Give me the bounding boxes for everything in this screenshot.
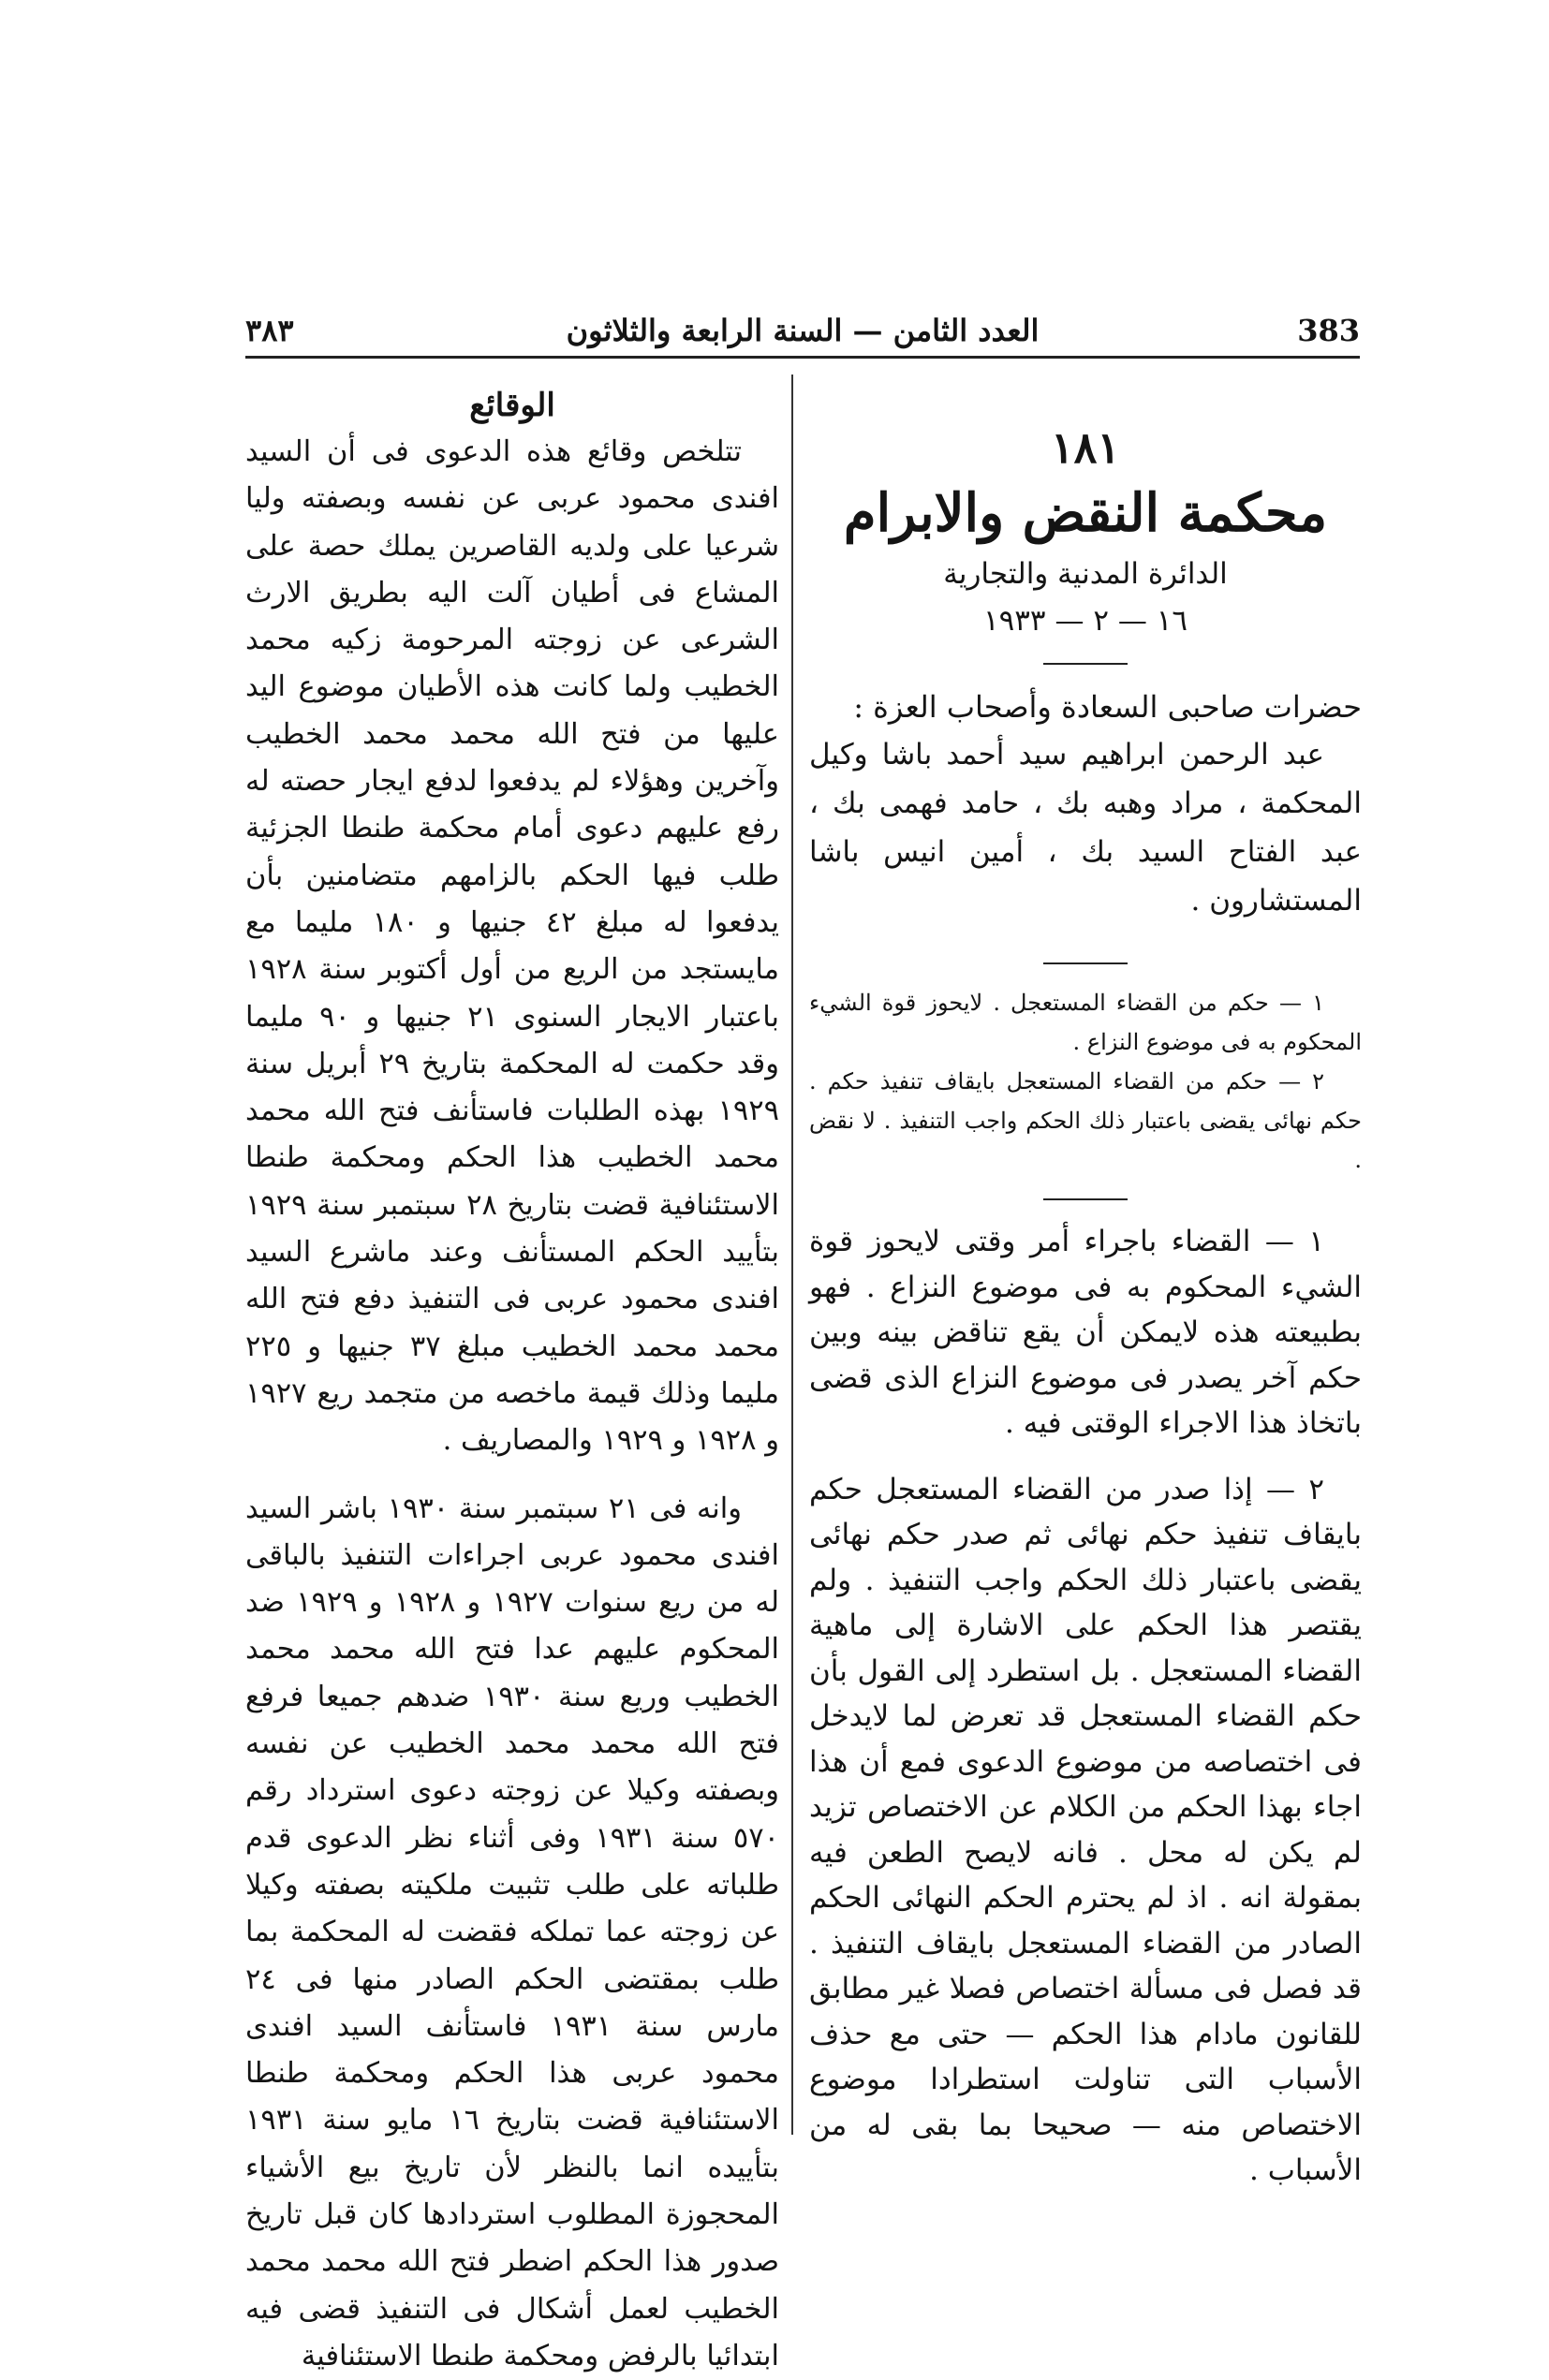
page-header	[245, 309, 1360, 359]
facts-heading: الوقائع	[469, 387, 555, 424]
court-name: محكمة النقض والابرام	[843, 482, 1328, 544]
divider	[1043, 663, 1128, 665]
running-title: العدد الثامن — السنة الرابعة والثلاثون	[566, 313, 1040, 348]
summary-item: ٢ — حكم من القضاء المستعجل بايقاف تنفيذ حكم . حكم نهائى يقضى باعتبار ذلك الحكم واجب التنفيذ . لا نقض .	[809, 1068, 1362, 1174]
facts-paragraph: وانه فى ٢١ سبتمبر سنة ١٩٣٠ باشر السيد افندى محمود عربى اجراءات التنفيذ بالباقى له من ريع سنوات ١٩٢٧ و ١٩٢٨ و ١٩٢٩ ضد المحكوم عليهم عدا فتح الله محمد محمد الخطيب وريع سنة ١٩٣٠ ضدهم جميعا فرفع فتح الله محمد محمد الخطيب عن نفسه وبصفته وكيلا عن زوجته دعوى استرداد رقم ٥٧٠ سنة ١٩٣١ وفى أثناء نظر الدعوى قدم طلباته على طلب تثبيت ملكيته بصفته وكيلا عن زوجته عما تملكه فقضت له المحكمة بما طلب بمقتضى الحكم الصادر منها فى ٢٤ مارس سنة ١٩٣١ فاستأنف السيد افندى محمود عربى هذا الحكم ومحكمة طنطا الاستئنافية قضت بتاريخ ١٦ مايو سنة ١٩٣١ بتأييده انما بالنظر لأن تاريخ بيع الأشياء المحجوزة المطلوب استردادها كان قبل تاريخ صدور هذا الحكم اضطر فتح الله محمد محمد الخطيب لعمل أشكال فى التنفيذ قضى فيه ابتدائيا بالرفض ومحكمة طنطا الاستئنافية	[245, 1491, 780, 2373]
divider	[1043, 962, 1128, 964]
page-number-latin: 383	[1297, 313, 1360, 348]
salutation: حضرات صاحبى السعادة وأصحاب العزة :	[853, 689, 1362, 725]
court-circuit: الدائرة المدنية والتجارية	[943, 557, 1228, 591]
column-rule	[791, 375, 793, 2135]
case-number: ١٨١	[1050, 422, 1121, 473]
facts-paragraph: تتلخص وقائع هذه الدعوى فى أن السيد افندى محمود عربى عن نفسه وبصفته وليا شرعيا على ولديه القاصرين يملك حصة على المشاع فى أطيان آلت اليه بطريق الارث الشرعى عن زوجته المرحومة زكيه محمد الخطيب ولما كانت هذه الأطيان موضوع اليد عليها من فتح الله محمد محمد الخطيب وآخرين وهؤلاء لم يدفعوا لدفع ايجار حصته له رفع عليهم دعوى أمام محكمة طنطا الجزئية طلب فيها الحكم بالزامهم متضامنين بأن يدفعوا له مبلغ ٤٢ جنيها و ١٨٠ مليما مع مايستجد من الريع من أول أكتوبر سنة ١٩٢٨ باعتبار الايجار السنوى ٢١ جنيها و ٩٠ مليما وقد حكمت له المحكمة بتاريخ ٢٩ أبريل سنة ١٩٢٩ بهذه الطلبات فاستأنف فتح الله محمد محمد الخطيب هذا الحكم ومحكمة طنطا الاستئنافية قضت بتاريخ ٢٨ سبتمبر سنة ١٩٢٩ بتأييد الحكم المستأنف وعند ماشرع السيد افندى محمود عربى فى التنفيذ دفع فتح الله محمد محمد الخطيب مبلغ ٣٧ جنيها و ٢٢٥ مليما وذلك قيمة ماخصه من متجمد ريع ١٩٢٧ و ١٩٢٨ و ١٩٢٩ والمصاريف .	[245, 435, 780, 1458]
right-column	[809, 373, 1362, 2194]
summary-item: ١ — حكم من القضاء المستعجل . لايحوز قوة الشيء المحكوم به فى موضوع النزاع .	[809, 990, 1362, 1056]
judgment-date: ١٦ — ٢ — ١٩٣٣	[982, 604, 1188, 638]
holding-paragraph: ٢ — إذا صدر من القضاء المستعجل حكم بايقاف تنفيذ حكم نهائى ثم صدر حكم نهائى يقضى باعتبار ذلك الحكم واجب التنفيذ . ولم يقتصر هذا الحكم على الاشارة إلى ماهية القضاء المستعجل . بل استطرد إلى القول بأن حكم القضاء المستعجل قد تعرض لما لايدخل فى اختصاصه من موضوع الدعوى فمع أن هذا اجاء بهذا الحكم من الكلام عن الاختصاص تزيد لم يكن له محل . فانه لايصح الطعن فيه بمقولة انه . اذ لم يحترم الحكم النهائى الحكم الصادر من القضاء المستعجل بايقاف التنفيذ . قد فصل فى مسألة اختصاص فصلا غير مطابق للقانون مادام هذا الحكم — حتى مع حذف الأسباب التى تناولت استطرادا موضوع الاختصاص منه — صحيحا بما بقى له من الأسباب .	[809, 1472, 1362, 2188]
judges-list: عبد الرحمن ابراهيم سيد أحمد باشا وكيل المحكمة ، مراد وهبه بك ، حامد فهمى بك ، عبد الفتاح السيد بك ، أمين انيس باشا المستشارون .	[809, 738, 1362, 918]
holding-paragraph: ١ — القضاء باجراء أمر وقتى لايحوز قوة الشيء المحكوم به فى موضوع النزاع . فهو بطبيعته هذه لايمكن أن يقع تناقض بينه وبين حكم آخر يصدر فى موضوع النزاع الذى قضى باتخاذ هذا الاجراء الوقتى فيه .	[809, 1225, 1362, 1441]
divider	[1043, 1198, 1128, 1200]
page-number-arabic: ٣٨٣	[245, 313, 294, 348]
left-column	[245, 373, 779, 2380]
